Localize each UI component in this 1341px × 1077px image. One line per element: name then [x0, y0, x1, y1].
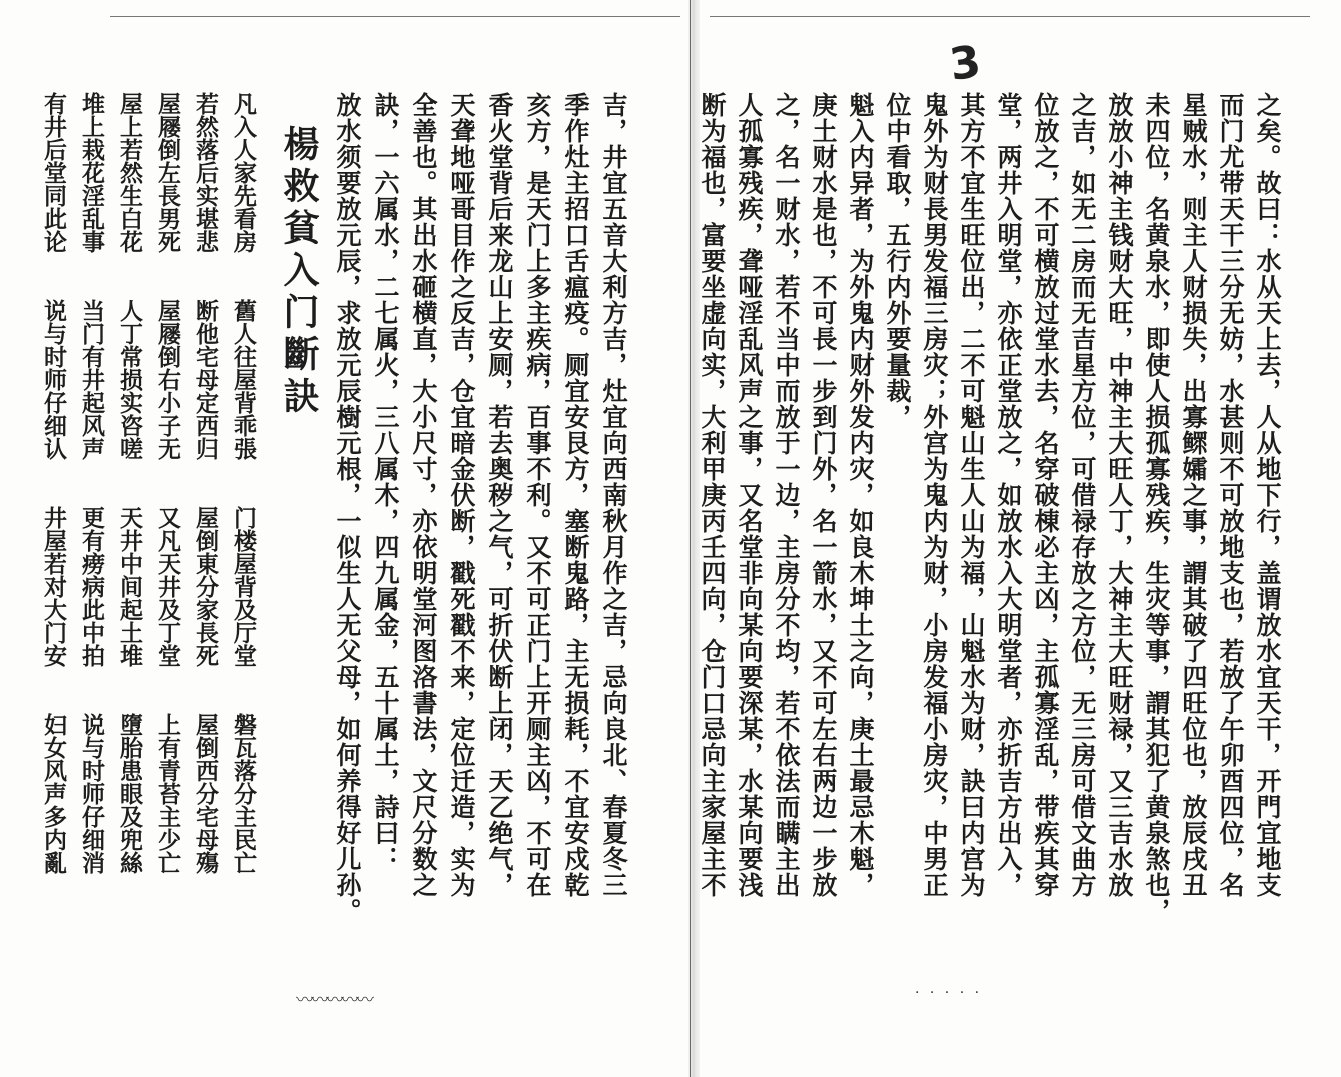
text-column-3: 星贼水，则主人财损失，出寡鳏孀之事，謂其破了四旺位也，放辰戌丑	[1179, 92, 1208, 898]
poem-column-5: 堆上栽花淫乱事 当门有井起风声 更有痨病此中拍 说与时师仔细消	[78, 92, 105, 874]
text-column-15: 人孤寡残疾，聋哑淫乱风声之事，又名堂非向某向要深某，水某向要浅	[735, 92, 764, 898]
poem-column-6: 有井后堂同此论 说与时师仔细认 井屋若对大门安 妇女风声多内亂	[40, 92, 67, 874]
text-column-9: 其方不宜生旺位出，二不可魁山生人山为福，山魁水为财，訣曰内宫为	[957, 92, 986, 898]
wavy-divider: 〰〰〰〰〰	[296, 990, 371, 1011]
prose-column-4: 香火堂背后来龙山上安厕，若去奥秽之气，可折伏断上闭，天乙绝气，	[485, 92, 514, 898]
poem-column-2: 若然落后实堪悲 断他宅母定西归 屋倒東分家長死 屋倒西分宅母殤	[192, 92, 219, 874]
prose-column-3: 亥方，是天门上多主疾病，百事不利。又不可正门上开厕主凶，不可在	[523, 92, 552, 898]
text-column-5: 放放小神主钱财大旺，中神主大旺人丁，大神主大旺财禄，又三吉水放	[1105, 92, 1134, 898]
gutter-line-left	[690, 0, 691, 1077]
text-column-12: 魁入内异者，为外鬼内财外发内灾，如良木坤土之向，庚土最忌木魁，	[846, 92, 875, 898]
prose-column-7: 訣，一六属水，二七属火，三八属木，四九属金，五十属土，詩曰：	[371, 92, 400, 872]
text-column-2: 而门尤带天干三分无妨，水甚则不可放地支也，若放了午卯酉四位，名	[1216, 92, 1245, 898]
text-column-1: 之矣。故曰：水从天上去，人从地下行，盖谓放水宜天干，开門宜地支	[1253, 92, 1282, 898]
page-heading: 楊救貧入门斷訣	[278, 125, 320, 419]
text-column-10: 鬼外为财長男发福三房灾；外宫为鬼内为财，小房发福小房灾，中男正	[920, 92, 949, 898]
text-column-6: 之吉，如无二房而无吉星方位，可借禄存放之方位，无三房可借文曲方	[1068, 92, 1097, 898]
poem-column-4: 屋上若然生白花 人丁常损实咨嗟 天井中间起土堆 墮胎患眼及兜絲	[116, 92, 143, 874]
text-column-14: 之，名一财水，若不当中而放于一边，主房分不均，若不依法而瞒主出	[772, 92, 801, 898]
poem-column-1: 凡入人家先看房 舊人往屋背乖張 门楼屋背及厅堂 磐瓦落分主民亡	[230, 92, 257, 874]
prose-column-8: 放水须要放元辰，求放元辰樹元根，一似生人无父母，如何养得好儿孙。	[333, 92, 362, 924]
prose-column-5: 天聋地哑哥目作之反吉，仓宜暗金伏断，戳死戳不来，定位迁造，实为	[447, 92, 476, 898]
text-column-11: 位中看取，五行内外要量裁，	[883, 92, 912, 430]
text-column-4: 未四位，名黄泉水，即使人损孤寡残疾，生灾等事，謂其犯了黄泉煞也，	[1142, 92, 1171, 924]
prose-column-6: 全善也。其出水砸横直，大小尺寸，亦依明堂河图洛書法，文尺分数之	[409, 92, 438, 898]
text-column-13: 庚土财水是也，不可長一步到门外，名一箭水，又不可左右两边一步放	[809, 92, 838, 898]
prose-column-2: 季作灶主招口舌瘟疫。厕宜安艮方，塞断鬼路，主无损耗，不宜安戍乾	[561, 92, 590, 898]
top-rule-left	[110, 16, 680, 17]
text-column-7: 位放之，不可横放过堂水去，名穿破棟必主凶，主孤寡淫乱，带疾其穿	[1031, 92, 1060, 898]
text-column-8: 堂，两井入明堂，亦依正堂放之，如放水入大明堂者，亦折吉方出入，	[994, 92, 1023, 898]
dotted-mark: · · · · ·	[915, 985, 983, 1001]
page-number-mark: 3	[946, 36, 985, 91]
poem-column-3: 屋屦倒左長男死 屋屦倒右小子无 又凡天井及丁堂 上有青苔主少亡	[154, 92, 181, 874]
top-rule-right	[710, 16, 1310, 17]
right-page	[700, 0, 1341, 1077]
prose-column-1: 吉，井宜五音大利方吉，灶宜向西南秋月作之吉，忌向良北、春夏冬三	[599, 92, 628, 898]
text-column-16: 断为福也，富要坐虚向实，大利甲庚丙壬四向，仓门口忌向主家屋主不	[698, 92, 727, 898]
